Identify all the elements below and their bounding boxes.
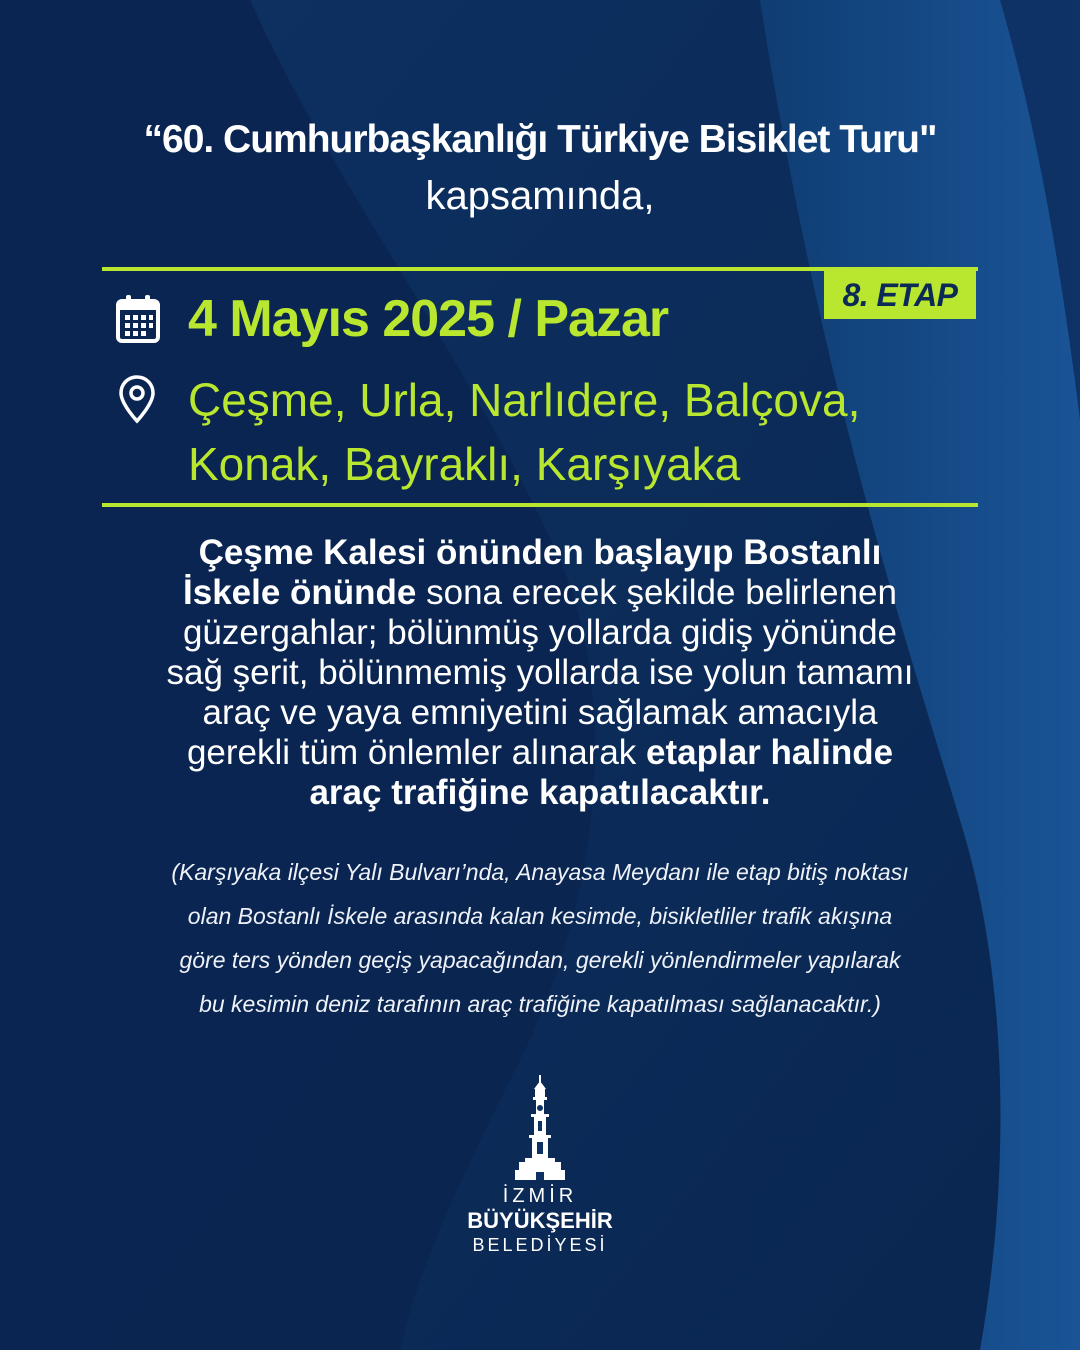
note-line-2: olan Bostanlı İskele arasında kalan kesimde, bisikletliler trafik akışına: [187, 903, 893, 929]
logo-text-izmir: İZMİR: [502, 1185, 578, 1207]
divider-bottom: [102, 503, 978, 507]
calendar-icon: [115, 294, 161, 344]
map-pin-icon: [118, 374, 156, 424]
stage-badge: 8. ETAP: [824, 271, 976, 319]
body-line-2: [80, 573, 1000, 613]
route-locations-line1: Çeşme, Urla, Narlıdere, Balçova,: [188, 374, 861, 426]
body-line-2-rest: sona erecek şekilde belirlenen: [416, 573, 897, 612]
logo-text-belediyesi: BELEDİYESİ: [472, 1235, 608, 1255]
body-line-6-rest: gerekli tüm önlemler alınarak: [186, 733, 647, 772]
route-locations-line2: Konak, Bayraklı, Karşıyaka: [188, 438, 741, 490]
body-line-3: güzergahlar; bölünmüş yollarda gidiş yönünde: [182, 613, 898, 652]
announcement-body: [80, 533, 1000, 813]
logo-text-buyuksehir: BÜYÜKŞEHİR: [467, 1208, 613, 1233]
body-line-7: araç trafiğine kapatılacaktır.: [309, 773, 771, 812]
body-line-6: [80, 733, 1000, 773]
body-line-1: Çeşme Kalesi önünden başlayıp Bostanlı: [198, 533, 882, 572]
body-line-2-bold: İskele önünde: [183, 573, 417, 612]
note-line-3: göre ters yönden geçiş yapacağından, gerekli yönlendirmeler yapılarak: [179, 947, 901, 973]
note-line-1: (Karşıyaka ilçesi Yalı Bulvarı’nda, Anayasa Meydanı ile etap bitiş noktası: [171, 859, 909, 885]
event-title: “60. Cumhurbaşkanlığı Türkiye Bisiklet Turu": [143, 118, 937, 161]
body-line-5: araç ve yaya emniyetini sağlamak amacıyla: [202, 693, 878, 732]
event-date: 4 Mayıs 2025 / Pazar: [188, 290, 669, 348]
note-line-4: bu kesimin deniz tarafının araç trafiğine kapatılması sağlanacaktır.): [199, 991, 881, 1017]
body-line-4: sağ şerit, bölünmemiş yollarda ise yolun tamamı: [166, 653, 914, 692]
clock-tower-icon: [505, 1075, 575, 1185]
announcement-note: [80, 850, 1000, 1026]
event-subtitle: kapsamında,: [425, 174, 655, 218]
body-line-6-bold: etaplar halinde: [646, 733, 894, 772]
